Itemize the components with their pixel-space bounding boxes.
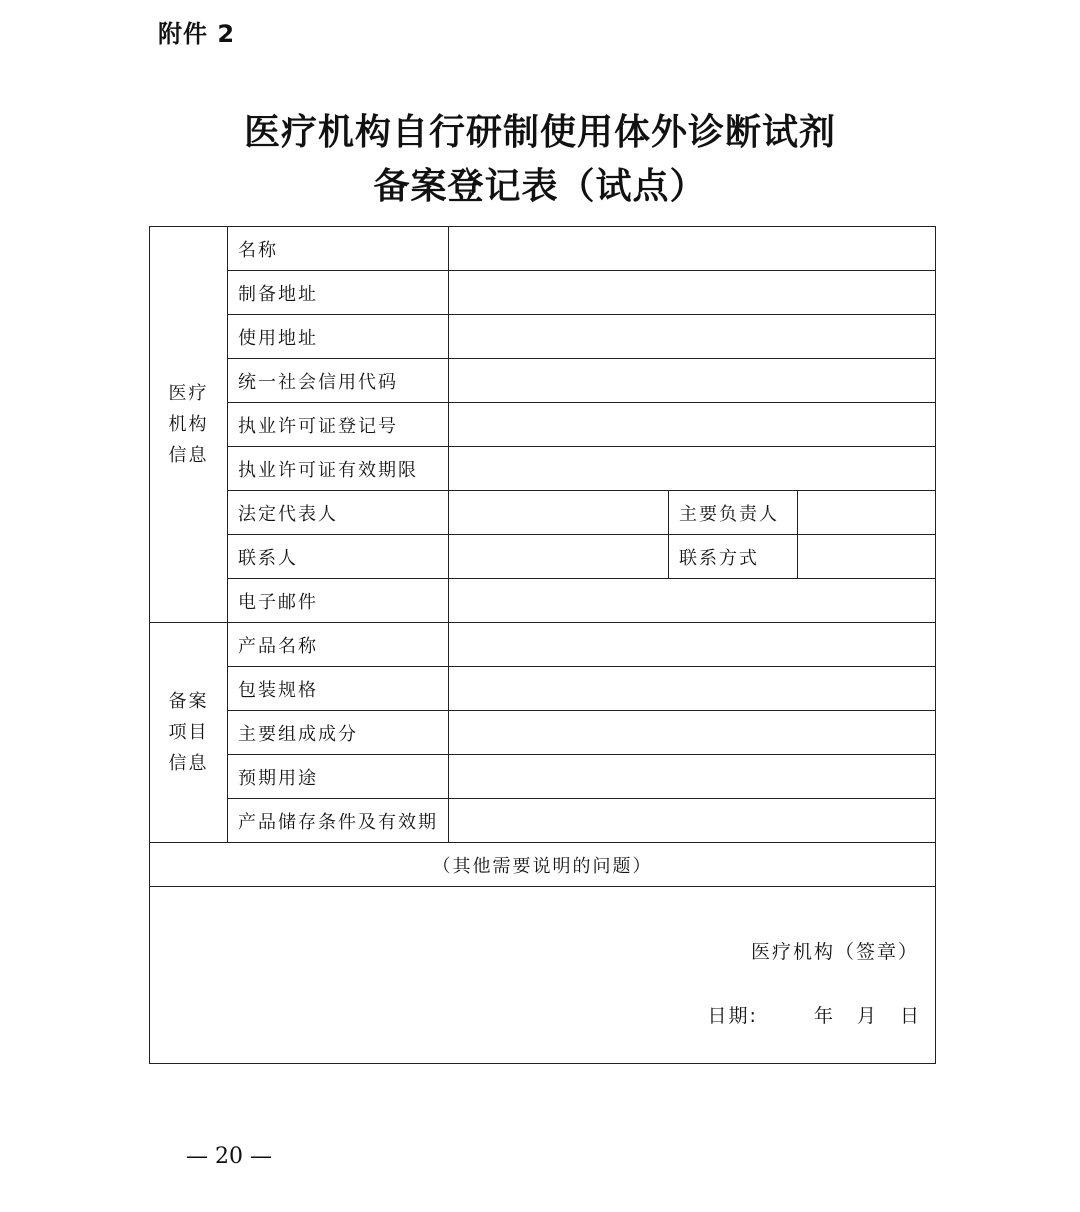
field-packaging[interactable] <box>449 667 936 711</box>
notes-area[interactable] <box>150 887 936 1064</box>
field-product-name[interactable] <box>449 623 936 667</box>
date-label: 日期: <box>707 1005 758 1027</box>
field-use-address[interactable] <box>449 315 936 359</box>
section-product-info: 备案 项目 信息 <box>150 623 228 843</box>
field-email[interactable] <box>449 579 936 623</box>
date-line <box>708 1001 921 1028</box>
label-use-address: 使用地址 <box>228 315 449 359</box>
field-principal[interactable] <box>798 491 936 535</box>
label-credit-code: 统一社会信用代码 <box>228 359 449 403</box>
field-legal-rep[interactable] <box>449 491 669 535</box>
seal-label: 医疗机构（签章） <box>750 941 919 963</box>
label-principal: 主要负责人 <box>669 491 798 535</box>
attachment-label: 附件 2 <box>158 20 236 48</box>
field-storage[interactable] <box>449 799 936 843</box>
registration-form-table <box>149 226 936 1064</box>
field-intended-use[interactable] <box>449 755 936 799</box>
field-credit-code[interactable] <box>449 359 936 403</box>
field-license-validity[interactable] <box>449 447 936 491</box>
form-title-line1: 医疗机构自行研制使用体外诊断试剂 <box>243 112 836 153</box>
label-components: 主要组成成分 <box>228 711 449 755</box>
label-email: 电子邮件 <box>228 579 449 623</box>
field-contact-person[interactable] <box>449 535 669 579</box>
field-prep-address[interactable] <box>449 271 936 315</box>
label-legal-rep: 法定代表人 <box>228 491 449 535</box>
date-month: 月 <box>856 1005 878 1027</box>
field-name[interactable] <box>449 227 936 271</box>
date-year: 年 <box>813 1005 835 1027</box>
date-day: 日 <box>899 1005 921 1027</box>
label-license-no: 执业许可证登记号 <box>228 403 449 447</box>
field-components[interactable] <box>449 711 936 755</box>
section-institution-info: 医疗 机构 信息 <box>150 227 228 623</box>
page-number: — 20 — <box>186 1144 272 1169</box>
field-license-no[interactable] <box>449 403 936 447</box>
label-packaging: 包装规格 <box>228 667 449 711</box>
label-intended-use: 预期用途 <box>228 755 449 799</box>
form-title-line2: 备案登记表（试点） <box>373 166 707 207</box>
label-contact-method: 联系方式 <box>669 535 798 579</box>
notes-header: （其他需要说明的问题） <box>150 843 936 887</box>
label-name: 名称 <box>228 227 449 271</box>
label-license-validity: 执业许可证有效期限 <box>228 447 449 491</box>
label-product-name: 产品名称 <box>228 623 449 667</box>
label-storage: 产品储存条件及有效期 <box>228 799 449 843</box>
field-contact-method[interactable] <box>798 535 936 579</box>
label-prep-address: 制备地址 <box>228 271 449 315</box>
label-contact-person: 联系人 <box>228 535 449 579</box>
